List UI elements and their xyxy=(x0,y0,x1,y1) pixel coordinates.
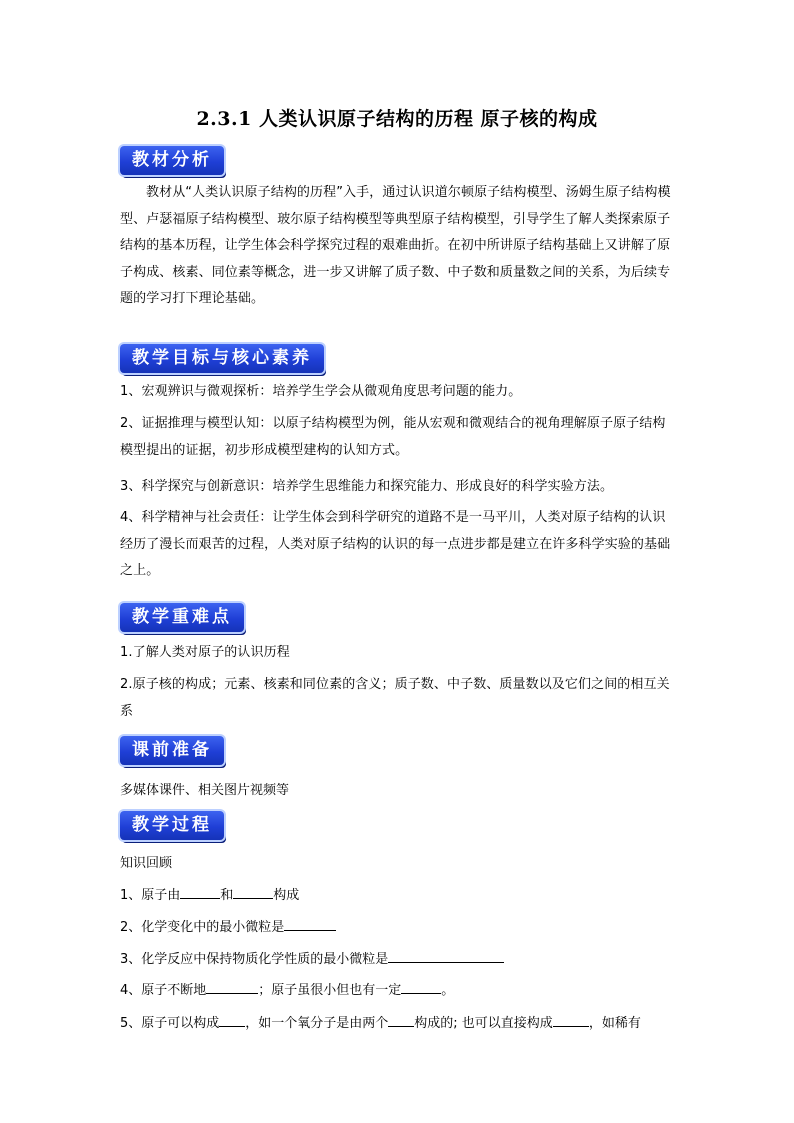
analysis-paragraph: 教材从“人类认识原子结构的历程”入手，通过认识道尔顿原子结构模型、汤姆生原子结构模型、卢瑟福原子结构模型、玻尔原子结构模型等典型原子结构模型，引导学生了解人类探索原子结构的基本历程，让学生体会科学探究过程的艰难曲折。在初中所讲原子结构基础上又讲解了原子构成、核素、同位素等概念，进一步又讲解了质子数、中子数和质量数之间的关系，为后续专题的学习打下理论基础。 xyxy=(120,185,671,306)
review-label: 知识回顾 xyxy=(120,856,173,871)
question-4-text-c: 。 xyxy=(441,983,455,998)
question-3-blank-1[interactable] xyxy=(388,949,504,963)
question-5-text-a: 5、原子可以构成 xyxy=(120,1016,220,1031)
goal-item-1: 1、宏观辨识与微观探析：培养学生学会从微观角度思考问题的能力。 xyxy=(120,384,522,399)
goal-item-3: 3、科学探究与创新意识：培养学生思维能力和探究能力、形成良好的科学实验方法。 xyxy=(120,479,614,494)
section-heading-keypoints: 教学重难点 xyxy=(120,603,244,632)
keypoint-item-1: 1.了解人类对原子的认识历程 xyxy=(120,645,290,660)
question-1-text-c: 构成 xyxy=(273,888,300,903)
question-2-text-a: 2、化学变化中的最小微粒是 xyxy=(120,920,285,935)
question-1-blank-1[interactable] xyxy=(180,885,220,899)
question-5-text-b: ，如一个氧分子是由两个 xyxy=(245,1016,389,1031)
question-4-blank-2[interactable] xyxy=(401,980,441,994)
question-5-blank-3[interactable] xyxy=(553,1013,589,1027)
goal-item-4: 4、科学精神与社会责任：让学生体会到科学研究的道路不是一马平川，人类对原子结构的认识经历了漫长而艰苦的过程，人类对原子结构的认识的每一点进步都是建立在许多科学实验的基础之上。 xyxy=(120,510,671,578)
question-1-text-a: 1、原子由 xyxy=(120,888,181,903)
question-2 xyxy=(120,916,680,935)
question-2-blank-1[interactable] xyxy=(284,917,336,931)
question-3 xyxy=(120,948,680,967)
section-heading-goals: 教学目标与核心素养 xyxy=(120,344,324,373)
question-1-blank-2[interactable] xyxy=(233,885,273,899)
question-4-text-a: 4、原子不断地 xyxy=(120,983,207,998)
keypoint-item-2: 2.原子核的构成；元素、核素和同位素的含义；质子数、中子数、质量数以及它们之间的相互关系 xyxy=(120,677,670,719)
question-5-text-c: 构成的; 也可以直接构成 xyxy=(414,1016,553,1031)
section-heading-process: 教学过程 xyxy=(120,811,224,840)
question-5 xyxy=(120,1012,680,1031)
section-heading-prep: 课前准备 xyxy=(120,736,224,765)
document-title: 2.3.1 人类认识原子结构的历程 原子核的构成 xyxy=(196,108,598,130)
question-5-text-d: ，如稀有 xyxy=(588,1016,641,1031)
question-3-text-a: 3、化学反应中保持物质化学性质的最小微粒是 xyxy=(120,952,389,967)
question-4 xyxy=(120,979,680,998)
question-1-text-b: 和 xyxy=(220,888,234,903)
goal-item-2: 2、证据推理与模型认知：以原子结构模型为例，能从宏观和微观结合的视角理解原子原子结构模型提出的证据，初步形成模型建构的认知方式。 xyxy=(120,416,666,458)
question-1 xyxy=(120,884,680,903)
question-4-blank-1[interactable] xyxy=(206,980,258,994)
prep-text: 多媒体课件、相关图片视频等 xyxy=(120,783,290,798)
question-4-text-b: ；原子虽很小但也有一定 xyxy=(258,983,402,998)
section-heading-analysis: 教材分析 xyxy=(120,146,224,175)
question-5-blank-2[interactable] xyxy=(388,1013,414,1027)
question-5-blank-1[interactable] xyxy=(219,1013,245,1027)
